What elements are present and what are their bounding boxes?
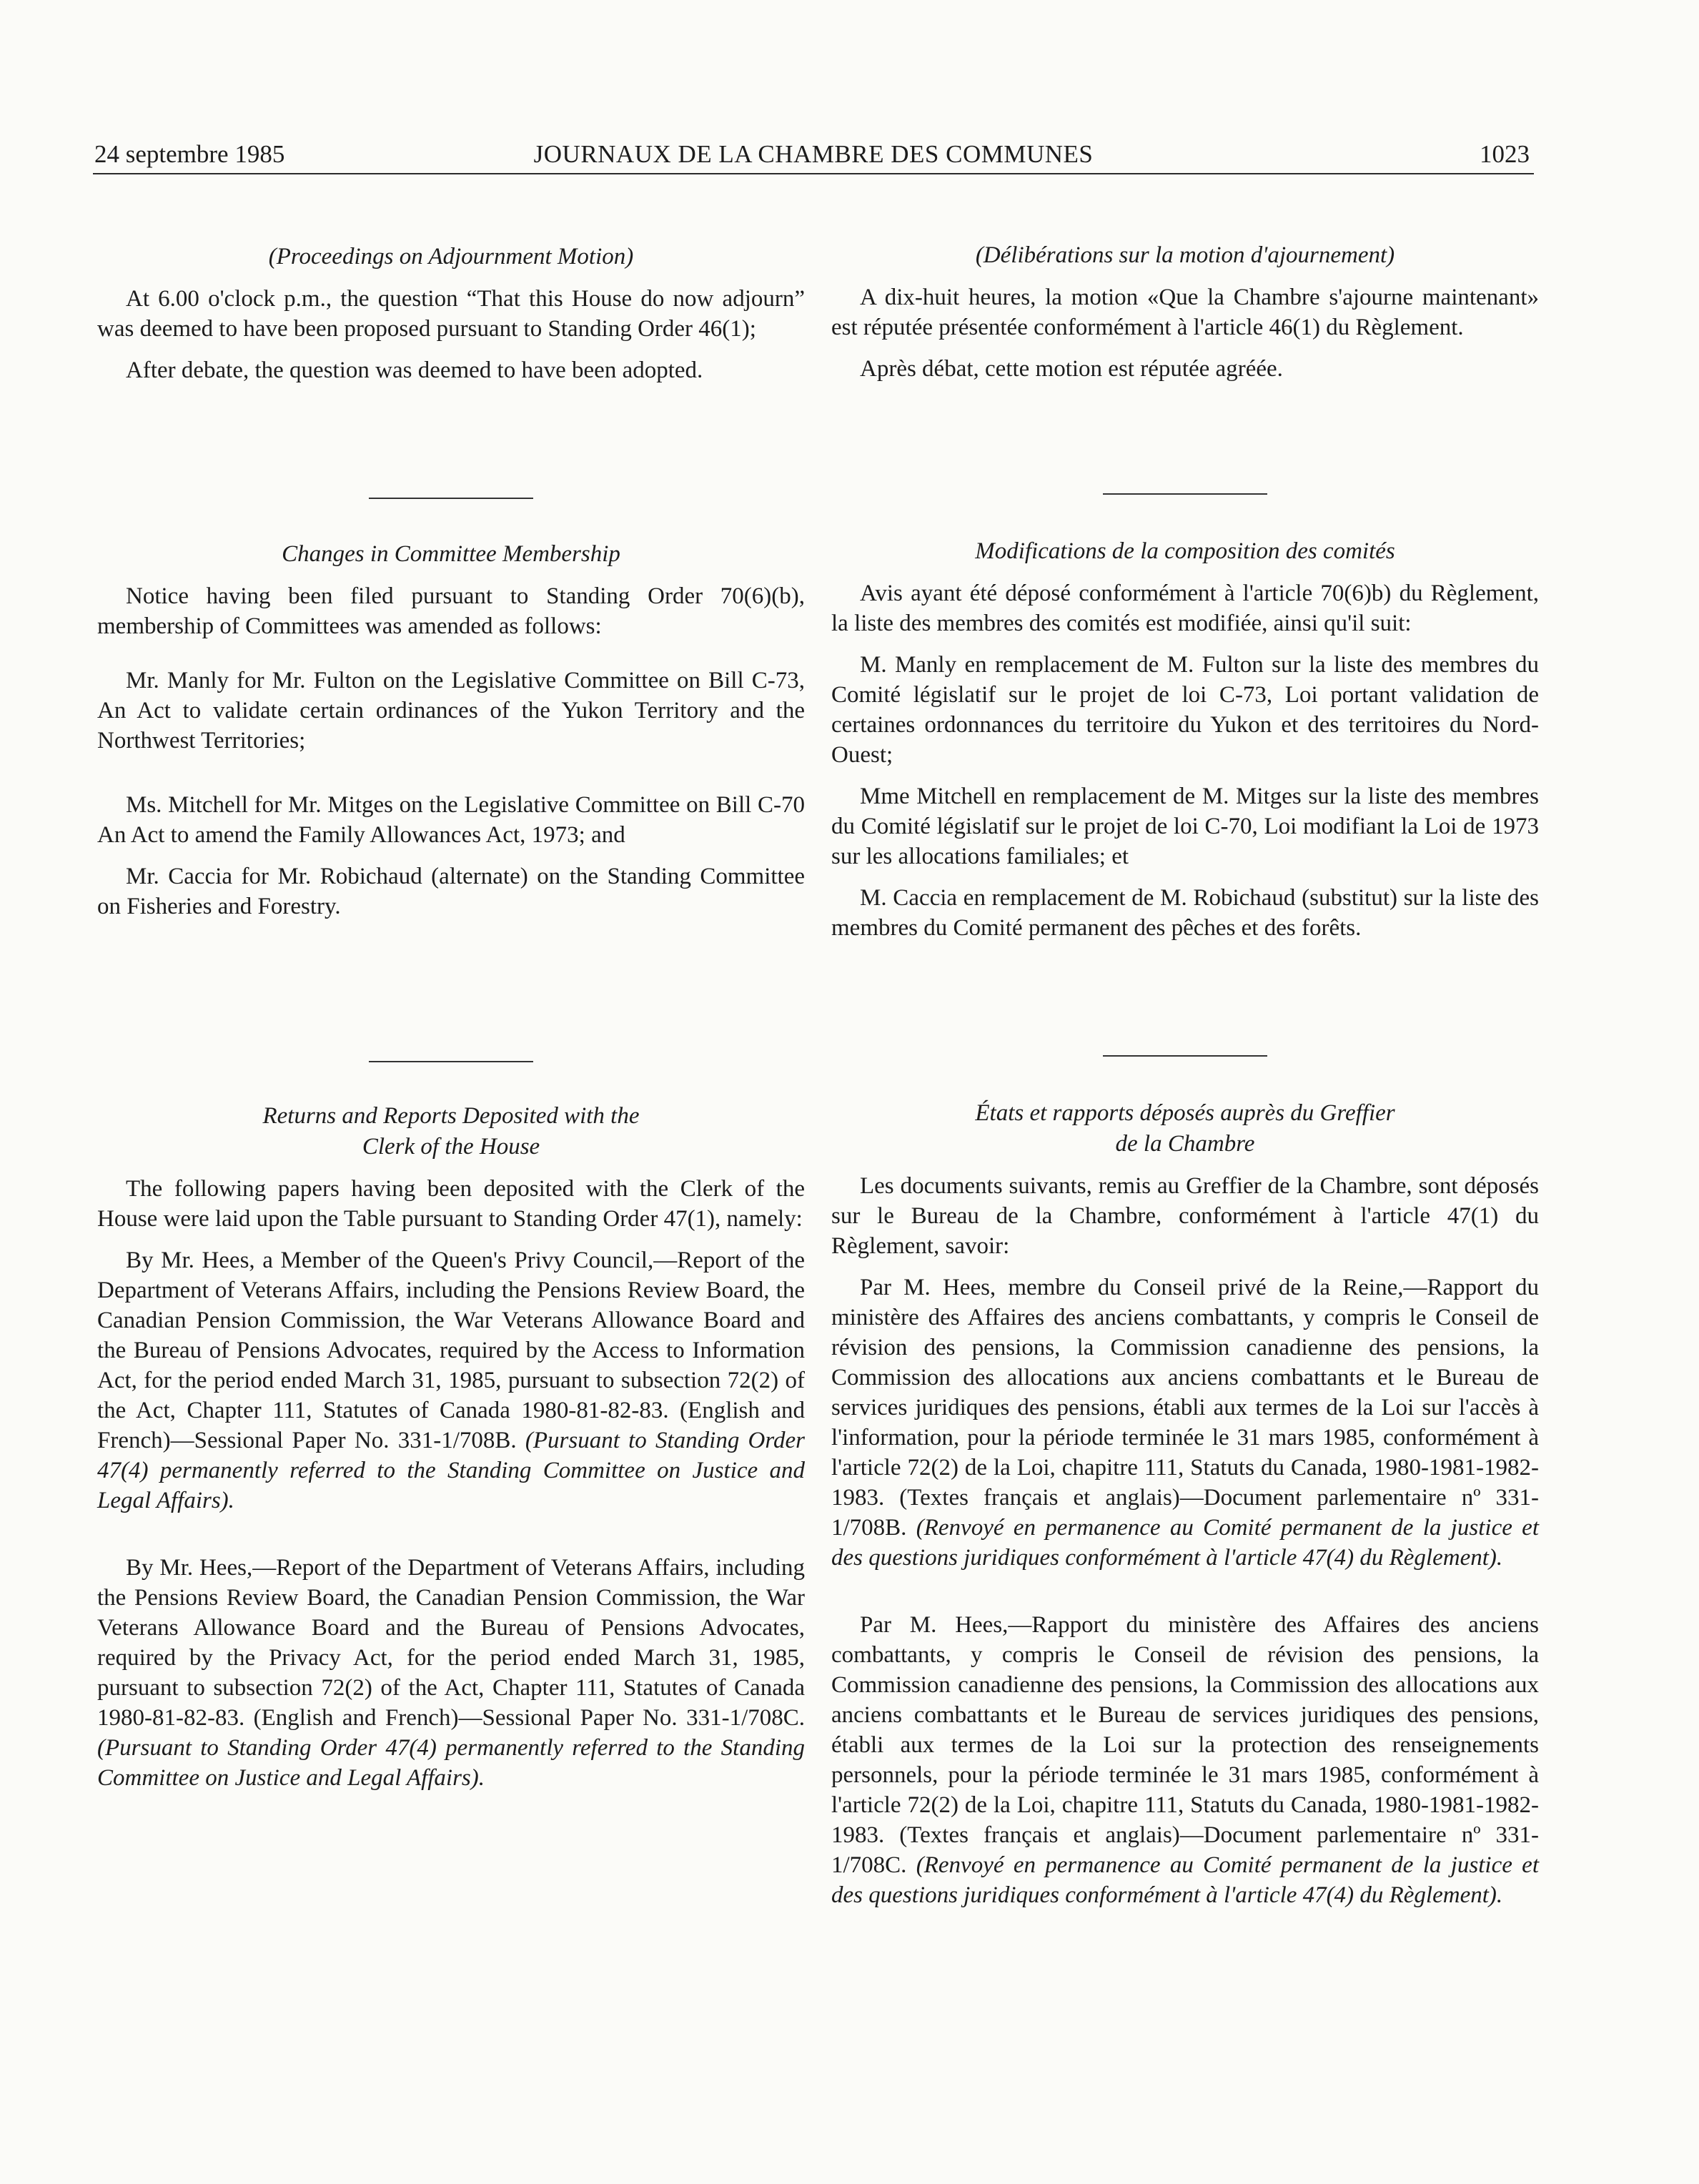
paragraph: A dix-huit heures, la motion «Que la Chambre s'ajourne maintenant» est réputée présentée conformément à l'article 46(1) du Règlement. — [831, 285, 1539, 340]
section-divider — [369, 1061, 533, 1062]
paragraph: Mr. Manly for Mr. Fulton on the Legislative Committee on Bill C-73, An Act to validate certain ordinances of the Yukon Territory and the Northwest Territories; — [97, 668, 805, 753]
paragraph: M. Manly en remplacement de M. Fulton sur la liste des membres du Comité législatif sur le projet de loi C-73, Loi portant validation de certaines ordonnances du territoire du Yukon et des territoires du Nord-Ouest; — [831, 652, 1539, 768]
paragraph: At 6.00 o'clock p.m., the question “That this House do now adjourn” was deemed to have been proposed pursuant to Standing Order 46(1); — [97, 286, 805, 342]
committee-section-fr — [831, 536, 1539, 954]
heading-line: Returns and Reports Deposited with the — [262, 1103, 640, 1129]
page-number: 1023 — [1480, 140, 1530, 168]
section-divider — [1103, 1055, 1267, 1057]
heading-line: États et rapports déposés auprès du Greffier — [975, 1100, 1395, 1126]
returns-section-en — [97, 1101, 805, 1804]
committee-section-en — [97, 539, 805, 933]
section-heading — [831, 1098, 1539, 1160]
referral-note: (Renvoyé en permanence au Comité permanent de la justice et des questions juridiques conformément à l'article 47(4) du Règlement). — [831, 1852, 1539, 1908]
section-heading: (Proceedings on Adjournment Motion) — [268, 244, 634, 270]
paragraph: Avis ayant été déposé conformément à l'article 70(6)b) du Règlement, la liste des membres des comités est modifiée, ainsi qu'il suit: — [831, 580, 1539, 636]
heading-line: de la Chambre — [1115, 1131, 1255, 1157]
adjournment-section-en — [97, 242, 805, 397]
paragraph: Après débat, cette motion est réputée agréée. — [860, 356, 1283, 382]
paragraph: After debate, the question was deemed to have been adopted. — [126, 357, 703, 383]
paragraph-text: By Mr. Hees, a Member of the Queen's Privy Council,—Report of the Department of Veterans Affairs, including the Pensions Review Board, the Canadian Pension Commission, the War Veterans Allowance Board and the Bureau of Pensions Advocates, required by the Access to Information Act, for the period ended March 31, 1985, pursuant to subsection 72(2) of the Act, Chapter 111, Statutes of Canada 1980-81-82-83. (English and French)—Sessional Paper No. 331-1/708B. — [97, 1247, 805, 1453]
paragraph: Notice having been filed pursuant to Standing Order 70(6)(b), membership of Committees was amended as follows: — [97, 583, 805, 639]
paragraph: Ms. Mitchell for Mr. Mitges on the Legislative Committee on Bill C-70 An Act to amend the Family Allowances Act, 1973; and — [97, 792, 805, 848]
referral-note: (Pursuant to Standing Order 47(4) permanently referred to the Standing Committee on Justice and Legal Affairs). — [97, 1428, 805, 1513]
paragraph — [97, 1553, 805, 1793]
paragraph: M. Caccia en remplacement de M. Robichaud (substitut) sur la liste des membres du Comité permanent des pêches et des forêts. — [831, 885, 1539, 941]
header-title: JOURNAUX DE LA CHAMBRE DES COMMUNES — [533, 140, 1094, 168]
paragraph: Mr. Caccia for Mr. Robichaud (alternate) on the Standing Committee on Fisheries and Forestry. — [97, 864, 805, 919]
returns-section-fr — [831, 1098, 1539, 1922]
paragraph: The following papers having been deposited with the Clerk of the House were laid upon the Table pursuant to Standing Order 47(1), namely: — [97, 1176, 805, 1232]
header-date: 24 septembre 1985 — [94, 140, 285, 168]
referral-note: (Renvoyé en permanence au Comité permanent de la justice et des questions juridiques conformément à l'article 47(4) du Règlement). — [831, 1515, 1539, 1571]
referral-note: (Pursuant to Standing Order 47(4) permanently referred to the Standing Committee on Justice and Legal Affairs). — [97, 1735, 805, 1791]
paragraph-text: Par M. Hees, membre du Conseil privé de la Reine,—Rapport du ministère des Affaires des anciens combattants, y compris le Conseil de révision des pensions, la Commission canadienne des pensions, la Commission des allocations aux anciens combattants et le Bureau de services juridiques des pensions, établi aux termes de la Loi sur l'accès à l'information, pour la période terminée le 31 mars 1985, conformément à l'article 72(2) de la Loi, chapitre 111, Statuts du Canada, 1980-1981-1982-1983. (Textes français et anglais)—Document parlementaire nº 331-1/708B. — [831, 1275, 1539, 1541]
paragraph: Mme Mitchell en remplacement de M. Mitges sur la liste des membres du Comité législatif sur le projet de loi C-70, Loi modifiant la Loi de 1973 sur les allocations familiales; et — [831, 784, 1539, 869]
paragraph-text: Par M. Hees,—Rapport du ministère des Affaires des anciens combattants, y compris le Conseil de révision des pensions, la Commission canadienne des pensions, la Commission des allocations aux anciens combattants et le Bureau de services juridiques des pensions, établi aux termes de la Loi sur la protection des renseignements personnels, pour la période terminée le 31 mars 1985, conformément à l'article 72(2) de la Loi, chapitre 111, Statuts du Canada, 1980-1981-1982-1983. (Textes français et anglais)—Document parlementaire nº 331-1/708C. — [831, 1612, 1539, 1878]
adjournment-section-fr — [831, 240, 1539, 395]
section-heading: Changes in Committee Membership — [282, 541, 620, 567]
section-divider — [1103, 493, 1267, 495]
heading-line: Clerk of the House — [362, 1134, 540, 1160]
paragraph: Les documents suivants, remis au Greffier de la Chambre, sont déposés sur le Bureau de la Chambre, conformément à l'article 47(1) du Règlement, savoir: — [831, 1173, 1539, 1259]
running-header — [93, 137, 1534, 174]
paragraph — [97, 1245, 805, 1516]
paragraph — [831, 1610, 1539, 1910]
section-heading: (Délibérations sur la motion d'ajournement) — [975, 242, 1395, 268]
section-heading — [97, 1101, 805, 1162]
section-heading: Modifications de la composition des comités — [975, 538, 1395, 564]
paragraph-text: By Mr. Hees,—Report of the Department of Veterans Affairs, including the Pensions Review Board, the Canadian Pension Commission, the War Veterans Allowance Board and the Bureau of Pensions Advocates, required by the Privacy Act, for the period ended March 31, 1985, pursuant to subsection 72(2) of the Act, Chapter 111, Statutes of Canada 1980-81-82-83. (English and French)—Sessional Paper No. 331-1/708C. — [97, 1555, 805, 1731]
paragraph — [831, 1273, 1539, 1573]
section-divider — [369, 498, 533, 499]
